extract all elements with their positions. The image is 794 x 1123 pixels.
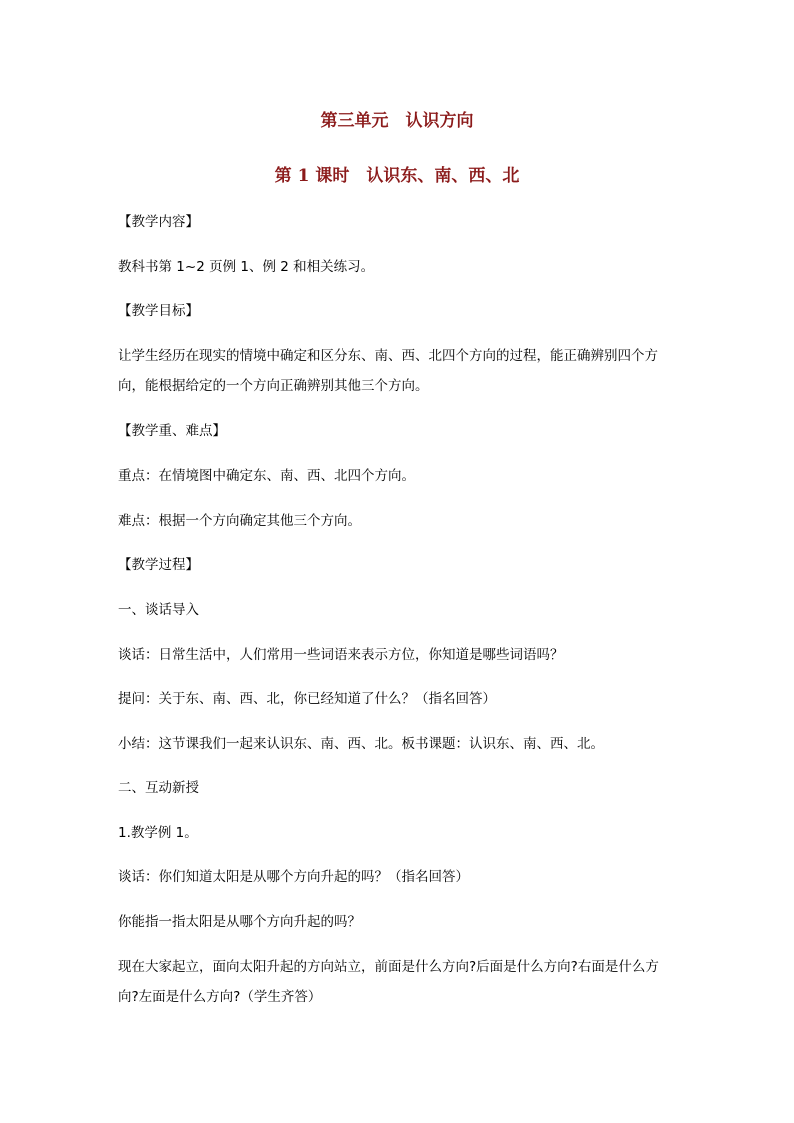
section-heading-process: 【教学过程】 bbox=[118, 557, 199, 573]
paragraph-content: 教科书第 1~2 页例 1、例 2 和相关练习。 bbox=[118, 259, 375, 275]
subheading-interactive: 二、互动新授 bbox=[118, 780, 199, 796]
paragraph-key-point: 重点：在情境图中确定东、南、西、北四个方向。 bbox=[118, 468, 415, 484]
subheading-introduction: 一、谈话导入 bbox=[118, 602, 199, 618]
paragraph-sun-question: 谈话：你们知道太阳是从哪个方向升起的吗？（指名回答） bbox=[118, 869, 469, 885]
paragraph-difficult-point: 难点：根据一个方向确定其他三个方向。 bbox=[118, 513, 361, 529]
paragraph-talk: 谈话：日常生活中，人们常用一些词语来表示方位，你知道是哪些词语吗？ bbox=[118, 647, 564, 663]
paragraph-point-question: 你能指一指太阳是从哪个方向升起的吗？ bbox=[118, 914, 361, 930]
paragraph-example-1: 1.教学例 1。 bbox=[118, 825, 198, 841]
paragraph-stand-line-2: 向?左面是什么方向?（学生齐答） bbox=[118, 989, 322, 1005]
unit-title: 第三单元 认识方向 bbox=[320, 111, 474, 131]
paragraph-question: 提问：关于东、南、西、北，你已经知道了什么？（指名回答） bbox=[118, 691, 496, 707]
paragraph-summary: 小结：这节课我们一起来认识东、南、西、北。板书课题：认识东、南、西、北。 bbox=[118, 736, 604, 752]
section-heading-goals: 【教学目标】 bbox=[118, 303, 199, 319]
section-heading-content: 【教学内容】 bbox=[118, 214, 199, 230]
section-heading-key-points: 【教学重、难点】 bbox=[118, 423, 226, 439]
lesson-title: 第 1 课时 认识东、南、西、北 bbox=[274, 166, 520, 186]
paragraph-goals-line-2: 向，能根据给定的一个方向正确辨别其他三个方向。 bbox=[118, 378, 429, 394]
paragraph-stand-line-1: 现在大家起立，面向太阳升起的方向站立，前面是什么方向?后面是什么方向?右面是什么方 bbox=[118, 959, 659, 975]
paragraph-goals-line-1: 让学生经历在现实的情境中确定和区分东、南、西、北四个方向的过程，能正确辨别四个方 bbox=[118, 348, 658, 364]
